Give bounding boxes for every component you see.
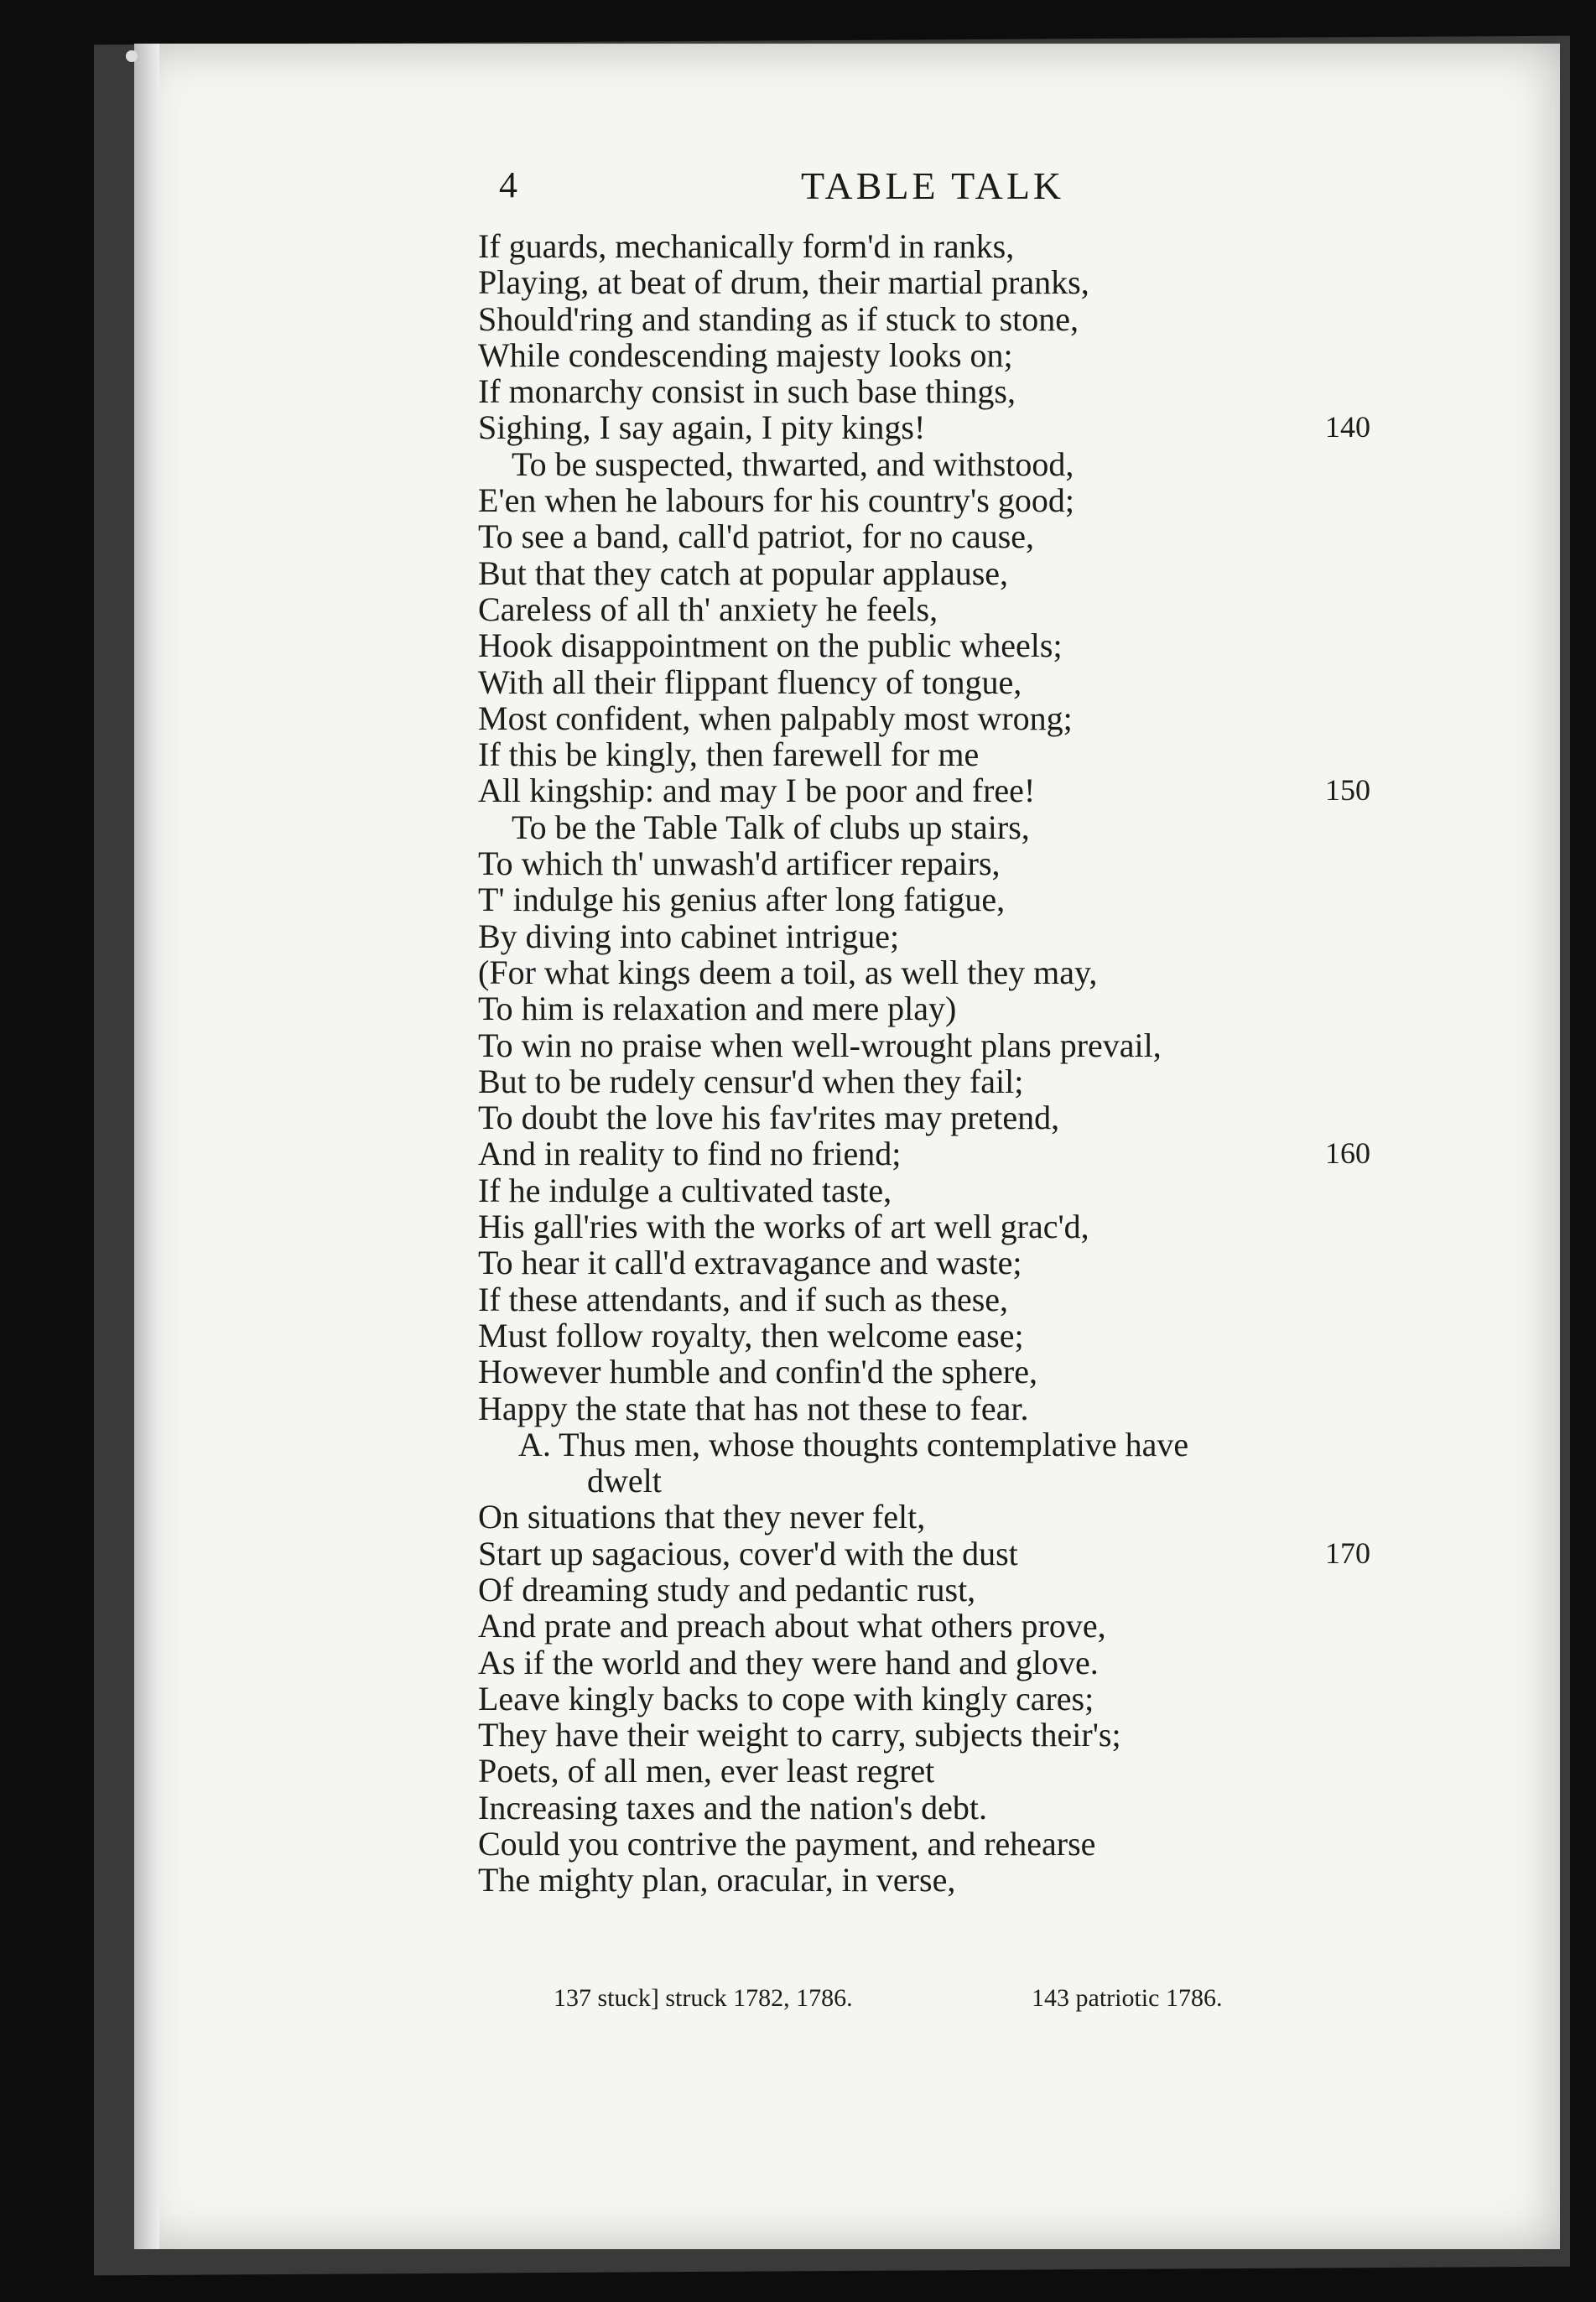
poem-line-text: If guards, mechanically form'd in ranks, [478, 227, 1015, 265]
poem-line [478, 700, 1409, 736]
poem-line-text: They have their weight to carry, subjects their's; [478, 1716, 1121, 1754]
poem-line-text: Must follow royalty, then welcome ease; [478, 1316, 1024, 1354]
poem-line-text: Leave kingly backs to cope with kingly cares; [478, 1679, 1094, 1717]
poem-text [478, 228, 1409, 1899]
poem-line-text: To doubt the love his fav'rites may pretend, [478, 1099, 1060, 1137]
poem-line-text: By diving into cabinet intrigue; [478, 917, 900, 955]
poem-line [478, 918, 1409, 954]
poem-line [478, 990, 1409, 1026]
footnotes [554, 1984, 1308, 2018]
poem-line [478, 446, 1409, 482]
page-header [499, 164, 1136, 214]
poem-line-text: However humble and confin'd the sphere, [478, 1353, 1037, 1391]
poem-line [478, 373, 1409, 409]
poem-line-text: If he indulge a cultivated taste, [478, 1171, 892, 1209]
poem-line [478, 555, 1409, 591]
poem-line [478, 482, 1409, 518]
poem-line-text: Of dreaming study and pedantic rust, [478, 1570, 976, 1608]
poem-line-text: If this be kingly, then farewell for me [478, 735, 980, 774]
poem-line-text: Happy the state that has not these to fear. [478, 1389, 1029, 1427]
poem-line [478, 1354, 1409, 1390]
poem-line-text: To see a band, call'd patriot, for no cause, [478, 517, 1035, 556]
poem-line [478, 518, 1409, 554]
poem-line [478, 337, 1409, 373]
poem-line [478, 591, 1409, 627]
poem-line-text: To hear it call'd extravagance and waste; [478, 1244, 1022, 1282]
poem-line [478, 845, 1409, 881]
line-number: 160 [1325, 1136, 1370, 1171]
poem-line-text: Careless of all th' anxiety he feels, [478, 590, 938, 628]
footnote-variant-137: 137 stuck] struck 1782, 1786. [554, 1984, 853, 2012]
poem-line-text: (For what kings deem a toil, as well they may, [478, 953, 1098, 991]
poem-line-text: While condescending majesty looks on; [478, 335, 1013, 374]
poem-line [478, 1826, 1409, 1862]
poem-line-text: Hook disappointment on the public wheels; [478, 626, 1063, 665]
poem-line [478, 1208, 1409, 1245]
poem-line [478, 1536, 1409, 1572]
poem-line [478, 809, 1409, 845]
poem-line [478, 1245, 1409, 1281]
poem-line-text: If these attendants, and if such as these, [478, 1280, 1009, 1318]
poem-line-text: A. Thus men, whose thoughts contemplative have [518, 1425, 1189, 1463]
poem-line-text: Could you contrive the payment, and rehearse [478, 1825, 1096, 1863]
poem-line [478, 736, 1409, 772]
poem-line-text: dwelt [587, 1462, 662, 1500]
poem-line [478, 1862, 1409, 1898]
poem-line [478, 1463, 1409, 1499]
poem-line [478, 228, 1409, 264]
poem-line [478, 1499, 1409, 1535]
poem-line-text: To him is relaxation and mere play) [478, 990, 957, 1028]
poem-line-text: Start up sagacious, cover'd with the dust [478, 1534, 1018, 1572]
poem-line-text: And prate and preach about what others prove, [478, 1607, 1106, 1645]
poem-line-text: With all their flippant fluency of tongue, [478, 663, 1022, 701]
poem-line [478, 772, 1409, 808]
poem-line-text: His gall'ries with the works of art well grac'd, [478, 1208, 1089, 1246]
poem-line [478, 1608, 1409, 1644]
poem-line [478, 1135, 1409, 1172]
poem-line-text: On situations that they never felt, [478, 1498, 926, 1536]
poem-line-text: But to be rudely censur'd when they fail; [478, 1062, 1024, 1100]
poem-line-text: But that they catch at popular applause, [478, 553, 1009, 592]
poem-line [478, 881, 1409, 917]
poem-line-text: Playing, at beat of drum, their martial pranks, [478, 263, 1089, 302]
poem-line [478, 1426, 1409, 1463]
poem-line [478, 1753, 1409, 1789]
poem-line-text: The mighty plan, oracular, in verse, [478, 1861, 956, 1899]
poem-line [478, 1027, 1409, 1063]
poem-line [478, 1681, 1409, 1717]
poem-line [478, 1099, 1409, 1135]
poem-line [478, 1572, 1409, 1608]
line-number: 150 [1325, 773, 1370, 808]
poem-line-text: Most confident, when palpably most wrong; [478, 699, 1073, 737]
poem-line-text: To be the Table Talk of clubs up stairs, [512, 808, 1030, 846]
poem-line-text: E'en when he labours for his country's good; [478, 481, 1074, 520]
poem-line-text: To win no praise when well-wrought plans prevail, [478, 1026, 1162, 1064]
poem-line [478, 627, 1409, 663]
poem-line [478, 1317, 1409, 1354]
page-binding-edge [134, 44, 159, 2249]
poem-line [478, 1063, 1409, 1099]
running-title: TABLE TALK [801, 164, 1065, 207]
poem-line [478, 1717, 1409, 1753]
poem-line [478, 264, 1409, 300]
footnote-variant-143: 143 patriotic 1786. [1032, 1984, 1223, 2012]
poem-line-text: Should'ring and standing as if stuck to stone, [478, 299, 1079, 338]
poem-line-text: As if the world and they were hand and glove. [478, 1643, 1099, 1681]
page-number: 4 [499, 164, 517, 205]
poem-line-text: To be suspected, thwarted, and withstood, [512, 444, 1074, 483]
poem-line [478, 1645, 1409, 1681]
poem-line-text: If monarchy consist in such base things, [478, 372, 1016, 411]
poem-line [478, 1172, 1409, 1208]
poem-line-text: To which th' unwash'd artificer repairs, [478, 844, 1001, 883]
poem-line [478, 1790, 1409, 1826]
poem-line [478, 954, 1409, 990]
poem-line-text: Sighing, I say again, I pity kings! [478, 408, 926, 447]
line-number: 140 [1325, 410, 1370, 444]
poem-line [478, 409, 1409, 445]
poem-line [478, 1281, 1409, 1317]
poem-line [478, 664, 1409, 700]
poem-line [478, 301, 1409, 337]
poem-line [478, 1390, 1409, 1426]
line-number: 170 [1325, 1536, 1370, 1570]
poem-line-text: And in reality to find no friend; [478, 1135, 902, 1173]
poem-line-text: All kingship: and may I be poor and free! [478, 772, 1036, 810]
poem-line-text: T' indulge his genius after long fatigue, [478, 881, 1006, 919]
poem-line-text: Increasing taxes and the nation's debt. [478, 1788, 988, 1827]
scan-speck [126, 50, 138, 62]
poem-line-text: Poets, of all men, ever least regret [478, 1752, 935, 1790]
